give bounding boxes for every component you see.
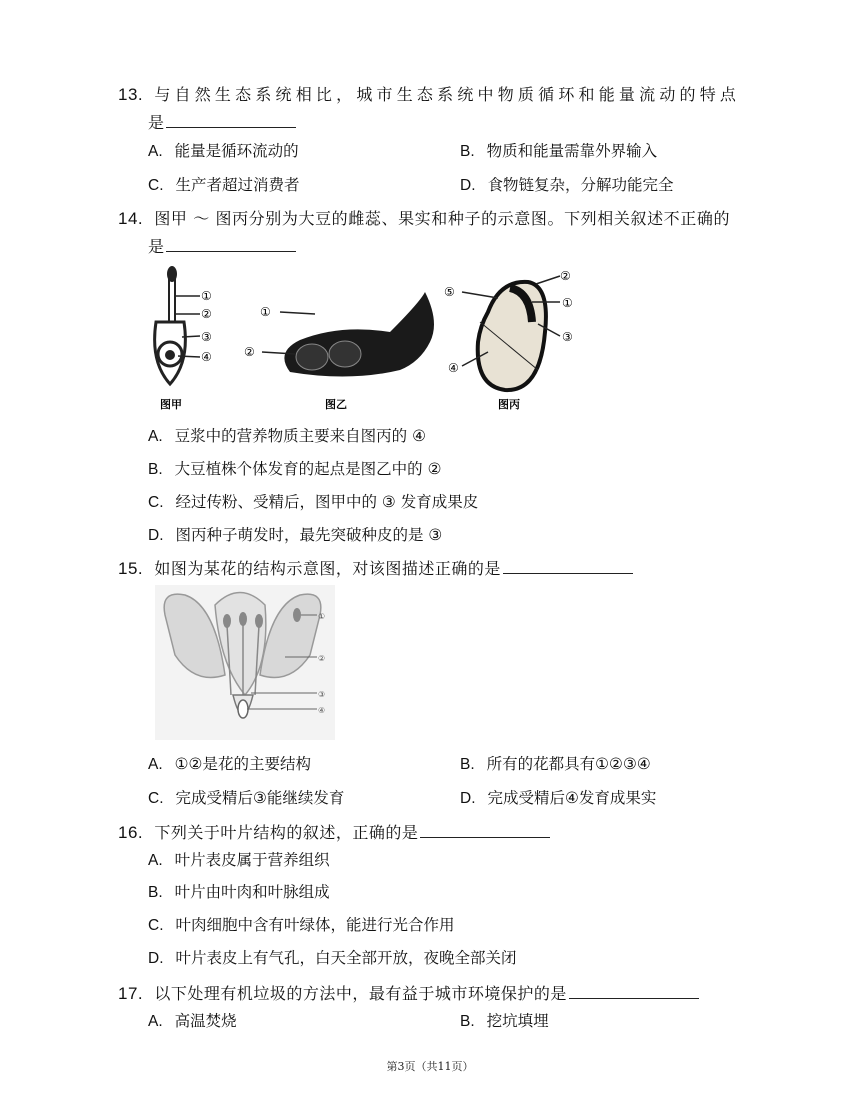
question-13-text: 与自然生态系统相比，城市生态系统中物质循环和能量流动的特点 xyxy=(154,85,741,104)
answer-blank[interactable] xyxy=(569,984,699,999)
question-15-text: 如图为某花的结构示意图，对该图描述正确的是 xyxy=(154,559,501,578)
q16-option-d[interactable]: D. 叶片表皮上有气孔，白天全部开放，夜晚全部关闭 xyxy=(148,949,517,967)
seed-label-2: ② xyxy=(560,269,571,283)
answer-blank[interactable] xyxy=(503,559,633,574)
q14-option-d[interactable]: D. 图丙种子萌发时，最先突破种皮的是 ③ xyxy=(148,526,443,544)
question-15-stem: 15. 如图为某花的结构示意图，对该图描述正确的是 xyxy=(118,556,633,579)
pistil-diagram xyxy=(155,266,212,411)
question-16-stem: 16. 下列关于叶片结构的叙述，正确的是 xyxy=(118,820,550,843)
pistil-label-2: ② xyxy=(201,307,212,321)
flower-figure xyxy=(155,585,335,740)
q16-option-c[interactable]: C. 叶肉细胞中含有叶绿体，能进行光合作用 xyxy=(148,916,455,934)
pistil-label-4: ④ xyxy=(201,350,212,364)
seed-diagram xyxy=(444,269,573,411)
q15-option-a[interactable]: A. ①②是花的主要结构 xyxy=(148,755,311,773)
question-17-stem: 17. 以下处理有机垃圾的方法中，最有益于城市环境保护的是 xyxy=(118,981,699,1004)
flower-label-4: ④ xyxy=(318,706,326,715)
q13-option-a[interactable]: A. 能量是循环流动的 xyxy=(148,142,299,160)
question-14-stem: 14. 图甲 ～ 图丙分别为大豆的雌蕊、果实和种子的示意图。下列相关叙述不正确的 xyxy=(118,209,731,228)
seed-label-3: ③ xyxy=(562,330,573,344)
answer-blank[interactable] xyxy=(166,237,296,252)
q13-option-c[interactable]: C. 生产者超过消费者 xyxy=(148,176,300,194)
q13-option-b[interactable]: B. 物质和能量需靠外界输入 xyxy=(460,142,658,160)
q15-option-d[interactable]: D. 完成受精后④发育成果实 xyxy=(460,789,657,807)
q14-option-a[interactable]: A. 豆浆中的营养物质主要来自图丙的 ④ xyxy=(148,427,426,445)
question-14-stem-cont: 是 xyxy=(148,234,296,257)
q17-option-a[interactable]: A. 高温焚烧 xyxy=(148,1012,237,1030)
flower-label-2: ② xyxy=(318,654,326,663)
figure-caption-jia: 图甲 xyxy=(160,398,182,411)
soybean-figure xyxy=(140,262,600,414)
pistil-label-1: ① xyxy=(201,289,212,303)
q17-option-b[interactable]: B. 挖坑填埋 xyxy=(460,1012,549,1030)
question-16-text: 下列关于叶片结构的叙述，正确的是 xyxy=(154,823,419,842)
seed-label-5: ⑤ xyxy=(444,285,455,299)
seed-label-1: ① xyxy=(562,296,573,310)
pod-label-2: ② xyxy=(244,345,255,359)
flower-label-3: ③ xyxy=(318,690,326,699)
question-13-stem: 13. 与自然生态系统相比，城市生态系统中物质循环和能量流动的特点 xyxy=(118,85,741,104)
q16-option-b[interactable]: B. 叶片由叶肉和叶脉组成 xyxy=(148,883,330,901)
pod-label-1: ① xyxy=(260,305,271,319)
question-17-text: 以下处理有机垃圾的方法中，最有益于城市环境保护的是 xyxy=(154,984,567,1003)
q15-option-c[interactable]: C. 完成受精后③能继续发育 xyxy=(148,789,345,807)
pistil-label-3: ③ xyxy=(201,330,212,344)
answer-blank[interactable] xyxy=(420,823,550,838)
seed-label-4: ④ xyxy=(448,361,459,375)
question-13-stem-cont: 是 xyxy=(148,110,296,133)
figure-caption-yi: 图乙 xyxy=(325,398,347,411)
q14-option-b[interactable]: B. 大豆植株个体发育的起点是图乙中的 ② xyxy=(148,460,442,478)
pod-diagram xyxy=(244,292,434,411)
page-footer: 第3页（共11页） xyxy=(386,1060,474,1073)
flower-label-1: ① xyxy=(318,612,326,621)
q13-option-d[interactable]: D. 食物链复杂，分解功能完全 xyxy=(460,176,674,194)
question-14-text: 图甲 ～ 图丙分别为大豆的雌蕊、果实和种子的示意图。下列相关叙述不正确的 xyxy=(154,209,731,228)
q15-option-b[interactable]: B. 所有的花都具有①②③④ xyxy=(460,755,651,773)
answer-blank[interactable] xyxy=(166,113,296,128)
q16-option-a[interactable]: A. 叶片表皮属于营养组织 xyxy=(148,851,330,869)
q14-option-c[interactable]: C. 经过传粉、受精后，图甲中的 ③ 发育成果皮 xyxy=(148,493,479,511)
figure-caption-bing: 图丙 xyxy=(498,398,520,411)
